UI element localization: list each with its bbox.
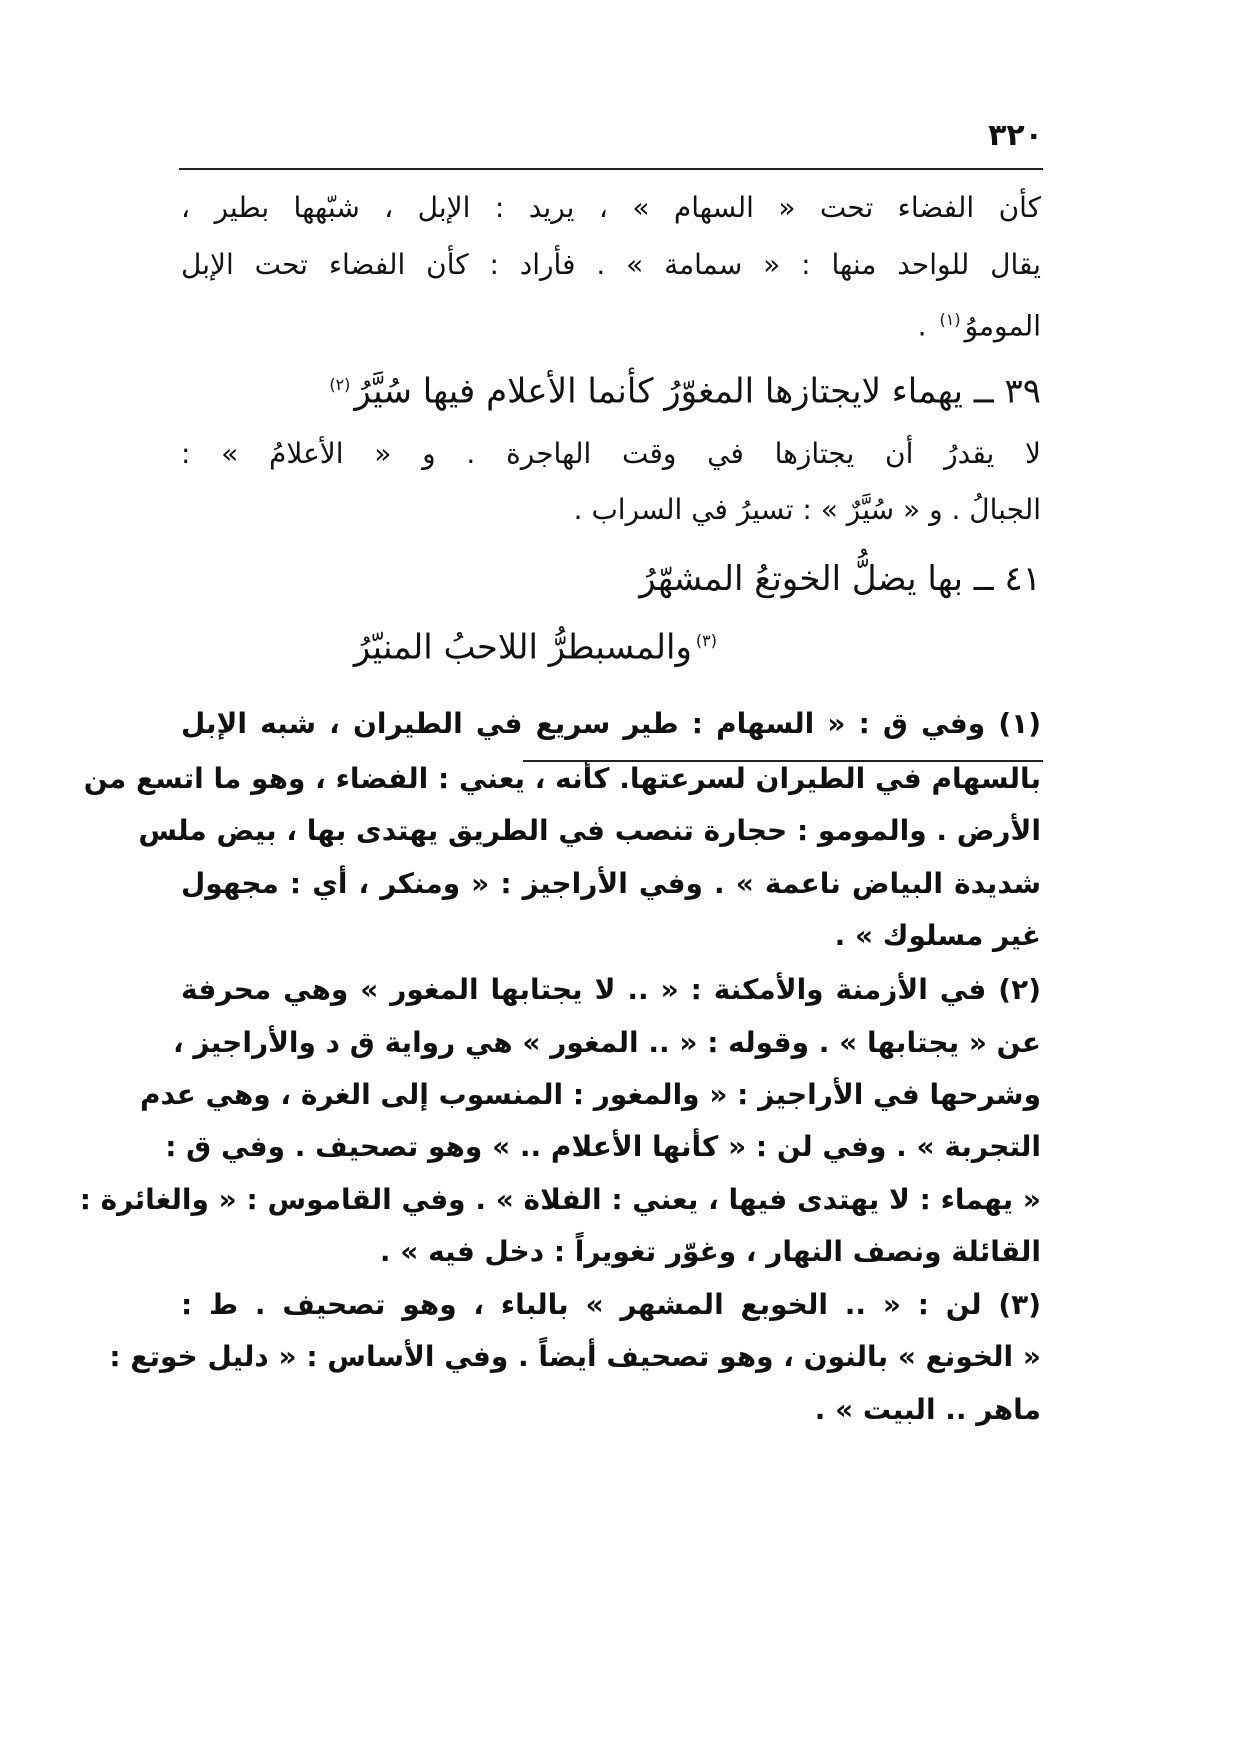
verse-41-line-2 <box>181 618 721 670</box>
footnote-line: بالسهام في الطيران لسرعتها. كأنه ، يعني : الفضاء ، وهو ما اتسع من <box>83 762 1041 795</box>
footnote-line: (١) وفي ق : « السهام : طير سريع في الطيران ، شبه الإبل <box>181 707 1041 740</box>
commentary-line: لا يقدرُ أن يجتازها في وقت الهاجرة . و « الأعلامُ » : <box>181 437 1041 470</box>
verse-text: ٣٩ ــ يهماء لايجتازها المغوّرُ كأنما الأعلام فيها سُيَّرُ <box>354 371 1041 412</box>
verse-39 <box>181 362 1041 414</box>
footnote-line: « الخونع » بالنون ، وهو تصحيف أيضاً . وفي الأساس : « دليل خوتع : <box>109 1340 1041 1373</box>
footnote-line: القائلة ونصف النهار ، وغوّر تغويراً : دخل فيه » . <box>379 1235 1041 1268</box>
commentary-line: الجبالُ . و « سُيَّرٌ » : تسيرُ في السراب . <box>573 493 1041 526</box>
footnote-line: شديدة البياض ناعمة » . وفي الأراجيز : « ومنكر ، أي : مجهول <box>181 867 1041 900</box>
footnote-line: عن « يجتابها » . وقوله : « .. المغور » هي رواية ق د والأراجيز ، <box>172 1026 1041 1059</box>
commentary-text: الموموُ <box>964 309 1041 343</box>
header-rule <box>179 168 1043 170</box>
footnote-line: التجربة » . وفي لن : « كأنها الأعلام .. » وهو تصحيف . وفي ق : <box>165 1130 1041 1163</box>
verse-41-line-1: ٤١ ــ بها يضلُّ الخوتعُ المشهّرُ <box>639 559 1041 599</box>
commentary-line: الموموُ$^{(١)}$ . <box>917 309 1041 343</box>
footnote-line: ماهر .. البيت » . <box>814 1393 1041 1426</box>
footnote-line: غير مسلوك » . <box>834 919 1041 952</box>
footnote-line: (٢) في الأزمنة والأمكنة : « .. لا يجتابها المغور » وهي محرفة <box>181 973 1041 1006</box>
footnote-line: الأرض . والمومو : حجارة تنصب في الطريق يهتدى بها ، بيض ملس <box>138 814 1041 847</box>
commentary-line: كأن الفضاء تحت « السهام » ، يريد : الإبل ، شبّهها بطير ، <box>181 191 1041 224</box>
page-number: ٣٢٠ <box>988 118 1043 153</box>
footnote-line: وشرحها في الأراجيز : « والمغور : المنسوب إلى الغرة ، وهي عدم <box>139 1078 1041 1111</box>
verse-text: والمسبطرُّ اللاحبُ المنيّرُ <box>353 627 692 668</box>
footnote-ref: (١) <box>939 310 961 329</box>
footnote-ref: (٢) <box>329 375 351 394</box>
footnote-line: (٣) لن : « .. الخوبع المشهر » بالباء ، وهو تصحيف . ط : <box>181 1288 1041 1321</box>
commentary-line: يقال للواحد منها : « سمامة » . فأراد : كأن الفضاء تحت الإبل <box>181 248 1041 281</box>
footnote-ref: (٣) <box>695 631 717 650</box>
footnote-line: « يهماء : لا يهتدى فيها ، يعني : الفلاة » . وفي القاموس : « والغائرة : <box>79 1183 1041 1216</box>
